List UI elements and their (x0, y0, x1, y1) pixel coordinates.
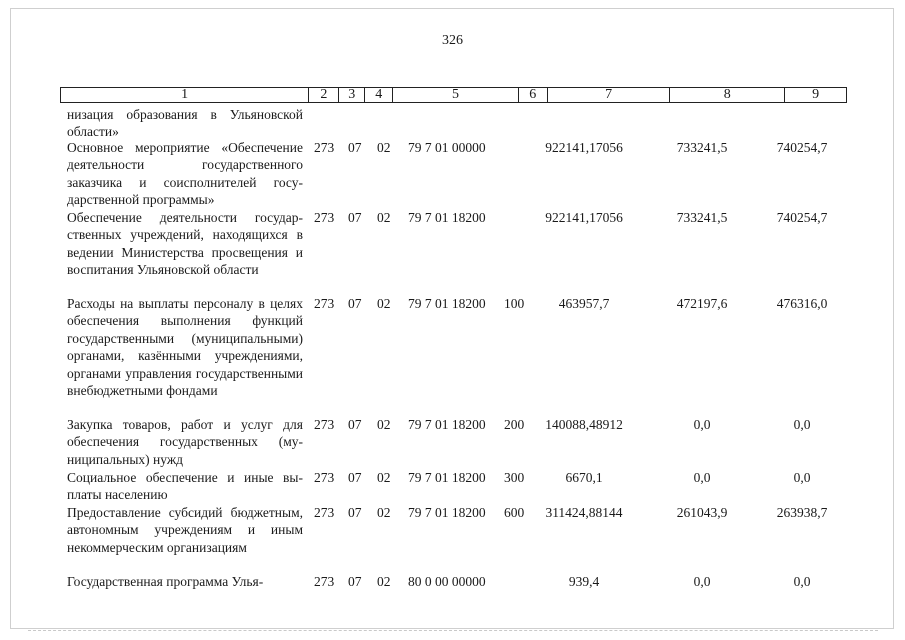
cell-col-4: 02 (377, 505, 391, 520)
cell-col-4: 02 (377, 574, 391, 589)
cell-col-9: 740254,7 (776, 210, 828, 225)
header-col-5: 5 (392, 88, 518, 102)
cell-col-2: 273 (314, 210, 335, 225)
cell-col-2: 273 (314, 140, 335, 155)
row-name: Предоставление субсидий бюджетным, автономным учреждениям и иным некоммерческим организациям (67, 505, 303, 555)
cell-col-9: 476316,0 (776, 296, 828, 311)
cell-col-2: 273 (314, 296, 335, 311)
row-name: Закупка товаров, работ и услуг для обеспечения государственных (муниципальных) нужд (67, 417, 303, 467)
cell-col-7: 922141,17056 (545, 210, 623, 225)
cell-col-4: 02 (377, 417, 391, 432)
cell-col-2: 273 (314, 470, 335, 485)
header-col-9: 9 (784, 88, 846, 102)
cell-col-4: 02 (377, 140, 391, 155)
cell-col-9: 0,0 (793, 574, 811, 589)
cell-col-7: 939,4 (568, 574, 600, 589)
cell-col-6: 200 (504, 417, 525, 432)
header-col-2: 2 (308, 88, 338, 102)
header-col-4: 4 (364, 88, 392, 102)
cell-col-6: 600 (504, 505, 525, 520)
scan-edge-line (28, 630, 878, 631)
cell-col-3: 07 (348, 140, 362, 155)
cell-col-5: 79 7 01 18200 (408, 210, 486, 225)
cell-col-3: 07 (348, 296, 362, 311)
cell-col-3: 07 (348, 470, 362, 485)
cell-col-7: 140088,48912 (545, 417, 623, 432)
cell-col-8: 261043,9 (676, 505, 728, 520)
row-name: Социальное обеспечение и иные выплаты населению (67, 470, 303, 503)
cell-col-2: 273 (314, 574, 335, 589)
cell-col-5: 79 7 01 18200 (408, 470, 486, 485)
cell-col-3: 07 (348, 417, 362, 432)
table-header-row (60, 87, 847, 103)
cell-col-9: 0,0 (793, 470, 811, 485)
cell-col-5: 79 7 01 00000 (408, 140, 486, 155)
cell-col-2: 273 (314, 505, 335, 520)
cell-col-7: 311424,88144 (545, 505, 623, 520)
cell-col-8: 0,0 (693, 470, 711, 485)
cell-col-4: 02 (377, 470, 391, 485)
header-col-8: 8 (669, 88, 784, 102)
row-name: Государственная программа Улья- (67, 574, 264, 589)
cell-col-5: 79 7 01 18200 (408, 505, 486, 520)
header-col-1: 1 (181, 87, 189, 102)
header-col-3: 3 (338, 88, 364, 102)
cell-col-8: 0,0 (693, 574, 711, 589)
cell-col-4: 02 (377, 296, 391, 311)
page-number: 326 (442, 33, 463, 48)
row-name: Обеспечение деятельности государственных учреждений, находящихся в ведении Министерства просвещения и воспитания Ульяновской области (67, 210, 303, 278)
cell-col-3: 07 (348, 574, 362, 589)
cell-col-4: 02 (377, 210, 391, 225)
row-name: низация образования в Ульяновской области» (67, 107, 303, 140)
header-col-6: 6 (518, 88, 547, 102)
header-col-7: 7 (547, 88, 670, 102)
cell-col-7: 463957,7 (558, 296, 610, 311)
cell-col-6: 300 (504, 470, 525, 485)
cell-col-3: 07 (348, 210, 362, 225)
row-name: Расходы на выплаты персоналу в целях обеспечения выполнения функций государственными (муниципальными) органами, казёнными учреждениями, органами управления государственными внебюджетными фондами (67, 296, 303, 399)
cell-col-6: 100 (504, 296, 525, 311)
row-name: Основное мероприятие «Обеспечение деятельности государственного заказчика и соисполнителей государственной программы» (67, 140, 303, 208)
cell-col-3: 07 (348, 505, 362, 520)
cell-col-5: 79 7 01 18200 (408, 296, 486, 311)
cell-col-7: 6670,1 (565, 470, 603, 485)
cell-col-9: 263938,7 (776, 505, 828, 520)
cell-col-9: 0,0 (793, 417, 811, 432)
cell-col-5: 79 7 01 18200 (408, 417, 486, 432)
cell-col-5: 80 0 00 00000 (408, 574, 486, 589)
cell-col-2: 273 (314, 417, 335, 432)
cell-col-7: 922141,17056 (545, 140, 623, 155)
cell-col-8: 472197,6 (676, 296, 728, 311)
cell-col-8: 733241,5 (676, 140, 728, 155)
cell-col-8: 733241,5 (676, 210, 728, 225)
cell-col-9: 740254,7 (776, 140, 828, 155)
cell-col-8: 0,0 (693, 417, 711, 432)
